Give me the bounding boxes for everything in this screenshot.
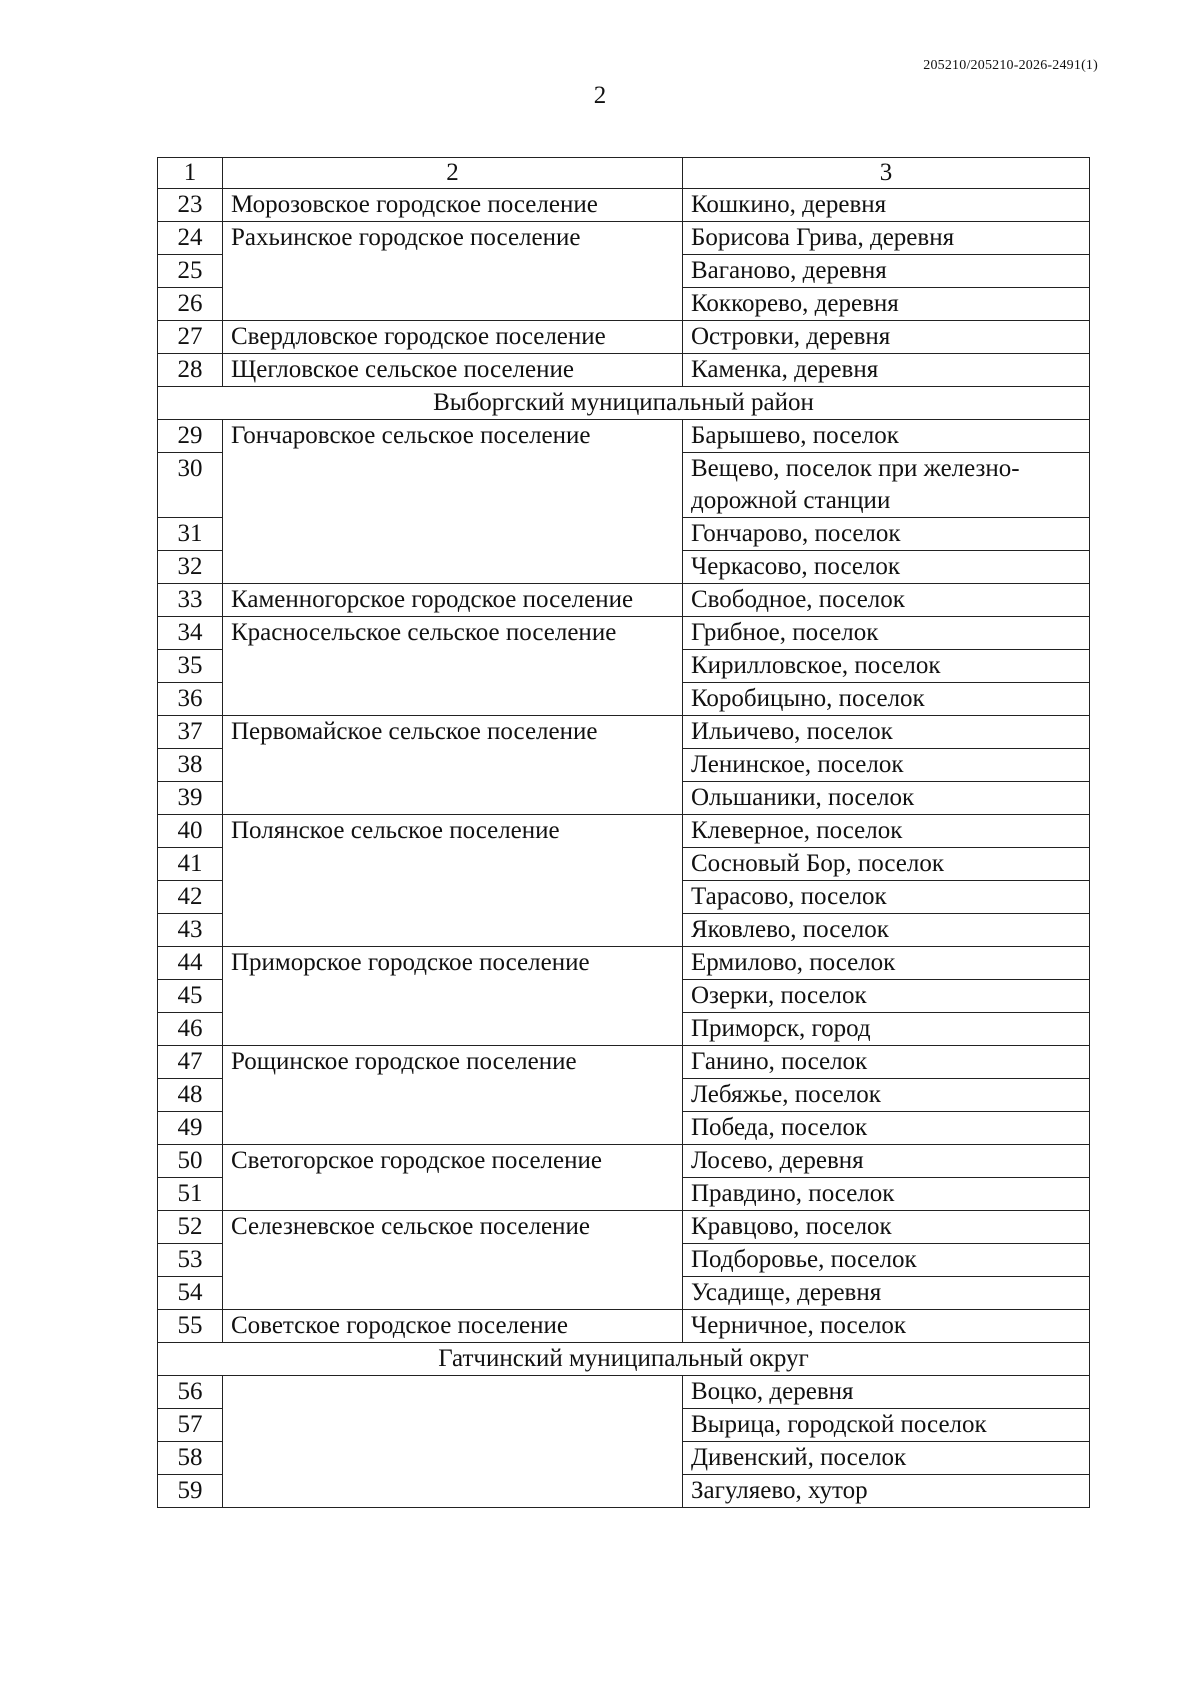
- municipality-name: Гончаровское сельское поселение: [223, 420, 683, 584]
- municipality-name: Свердловское городское поселение: [223, 321, 683, 354]
- row-number: 31: [158, 518, 223, 551]
- row-number: 54: [158, 1277, 223, 1310]
- settlements-table-body: [158, 158, 1090, 1508]
- document-code: 205210/205210-2026-2491(1): [923, 58, 1098, 73]
- row-number: 48: [158, 1079, 223, 1112]
- row-number: 56: [158, 1376, 223, 1409]
- settlement-name: Вещево, поселок при железно-дорожной станции: [683, 453, 1090, 518]
- row-number: 35: [158, 650, 223, 683]
- settlement-name: Ильичево, поселок: [683, 716, 1090, 749]
- row-number: 24: [158, 222, 223, 255]
- settlement-name: Вырица, городской поселок: [683, 1409, 1090, 1442]
- settlement-name: Коробицыно, поселок: [683, 683, 1090, 716]
- row-number: 29: [158, 420, 223, 453]
- row-number: 51: [158, 1178, 223, 1211]
- row-number: 27: [158, 321, 223, 354]
- row-number: 26: [158, 288, 223, 321]
- table-row: [158, 222, 1090, 255]
- municipality-name: Приморское городское поселение: [223, 947, 683, 1046]
- settlement-name: Правдино, поселок: [683, 1178, 1090, 1211]
- settlement-name: Ольшаники, поселок: [683, 782, 1090, 815]
- row-number: 49: [158, 1112, 223, 1145]
- table-row: [158, 584, 1090, 617]
- row-number: 59: [158, 1475, 223, 1508]
- table-row: [158, 420, 1090, 453]
- section-row: [158, 387, 1090, 420]
- row-number: 44: [158, 947, 223, 980]
- municipality-name: Светогорское городское поселение: [223, 1145, 683, 1211]
- table-row: [158, 617, 1090, 650]
- table-row: [158, 354, 1090, 387]
- settlement-name: Коккорево, деревня: [683, 288, 1090, 321]
- settlement-name: Черничное, поселок: [683, 1310, 1090, 1343]
- settlement-name: Лебяжье, поселок: [683, 1079, 1090, 1112]
- row-number: 40: [158, 815, 223, 848]
- row-number: 25: [158, 255, 223, 288]
- settlement-name: Кравцово, поселок: [683, 1211, 1090, 1244]
- row-number: 53: [158, 1244, 223, 1277]
- row-number: 36: [158, 683, 223, 716]
- page-number: 2: [593, 82, 607, 109]
- section-title: Выборгский муниципальный район: [158, 387, 1090, 420]
- table-row: [158, 1310, 1090, 1343]
- municipality-name: Селезневское сельское поселение: [223, 1211, 683, 1310]
- section-title: Гатчинский муниципальный округ: [158, 1343, 1090, 1376]
- settlement-name: Ермилово, поселок: [683, 947, 1090, 980]
- settlement-name: Воцко, деревня: [683, 1376, 1090, 1409]
- table-row: [158, 947, 1090, 980]
- municipality-name: Щегловское сельское поселение: [223, 354, 683, 387]
- settlement-name: Грибное, поселок: [683, 617, 1090, 650]
- settlement-name: Победа, поселок: [683, 1112, 1090, 1145]
- settlement-name: Загуляево, хутор: [683, 1475, 1090, 1508]
- row-number: 58: [158, 1442, 223, 1475]
- municipality-name: Каменногорское городское поселение: [223, 584, 683, 617]
- table-row: [158, 189, 1090, 222]
- municipality-name: [223, 1376, 683, 1508]
- table-row: [158, 815, 1090, 848]
- row-number: 33: [158, 584, 223, 617]
- row-number: 34: [158, 617, 223, 650]
- row-number: 42: [158, 881, 223, 914]
- municipality-name: Красносельское сельское поселение: [223, 617, 683, 716]
- settlement-name: Озерки, поселок: [683, 980, 1090, 1013]
- settlement-name: Гончарово, поселок: [683, 518, 1090, 551]
- table-row: [158, 1376, 1090, 1409]
- settlement-name: Яковлево, поселок: [683, 914, 1090, 947]
- section-row: [158, 1343, 1090, 1376]
- settlement-name: Приморск, город: [683, 1013, 1090, 1046]
- table-row: [158, 716, 1090, 749]
- municipality-name: Рощинское городское поселение: [223, 1046, 683, 1145]
- row-number: 46: [158, 1013, 223, 1046]
- municipality-name: Рахьинское городское поселение: [223, 222, 683, 321]
- row-number: 23: [158, 189, 223, 222]
- settlement-name: Островки, деревня: [683, 321, 1090, 354]
- row-number: 39: [158, 782, 223, 815]
- row-number: 47: [158, 1046, 223, 1079]
- settlement-name: Ганино, поселок: [683, 1046, 1090, 1079]
- settlement-name: Подборовье, поселок: [683, 1244, 1090, 1277]
- settlement-name: Клеверное, поселок: [683, 815, 1090, 848]
- municipality-name: Полянское сельское поселение: [223, 815, 683, 947]
- table-row: [158, 1046, 1090, 1079]
- settlement-name: Черкасово, поселок: [683, 551, 1090, 584]
- settlement-name: Дивенский, поселок: [683, 1442, 1090, 1475]
- municipality-name: Морозовское городское поселение: [223, 189, 683, 222]
- municipality-name: Первомайское сельское поселение: [223, 716, 683, 815]
- table-row: [158, 1145, 1090, 1178]
- row-number: 45: [158, 980, 223, 1013]
- settlement-name: Тарасово, поселок: [683, 881, 1090, 914]
- settlement-name: Каменка, деревня: [683, 354, 1090, 387]
- row-number: 38: [158, 749, 223, 782]
- settlement-name: Лосево, деревня: [683, 1145, 1090, 1178]
- table-header-row: [158, 158, 1090, 189]
- settlements-table: [157, 157, 1090, 1508]
- settlement-name: Кошкино, деревня: [683, 189, 1090, 222]
- row-number: 32: [158, 551, 223, 584]
- row-number: 52: [158, 1211, 223, 1244]
- settlement-name: Барышево, поселок: [683, 420, 1090, 453]
- table-row: [158, 1211, 1090, 1244]
- row-number: 28: [158, 354, 223, 387]
- row-number: 57: [158, 1409, 223, 1442]
- settlement-name: Ленинское, поселок: [683, 749, 1090, 782]
- header-col-3: 3: [683, 158, 1090, 189]
- municipality-name: Советское городское поселение: [223, 1310, 683, 1343]
- settlement-name: Усадище, деревня: [683, 1277, 1090, 1310]
- table-row: [158, 321, 1090, 354]
- row-number: 43: [158, 914, 223, 947]
- row-number: 37: [158, 716, 223, 749]
- settlement-name: Свободное, поселок: [683, 584, 1090, 617]
- row-number: 30: [158, 453, 223, 518]
- row-number: 41: [158, 848, 223, 881]
- row-number: 55: [158, 1310, 223, 1343]
- settlement-name: Сосновый Бор, поселок: [683, 848, 1090, 881]
- row-number: 50: [158, 1145, 223, 1178]
- header-col-2: 2: [223, 158, 683, 189]
- settlement-name: Ваганово, деревня: [683, 255, 1090, 288]
- header-col-1: 1: [158, 158, 223, 189]
- settlement-name: Борисова Грива, деревня: [683, 222, 1090, 255]
- settlement-name: Кирилловское, поселок: [683, 650, 1090, 683]
